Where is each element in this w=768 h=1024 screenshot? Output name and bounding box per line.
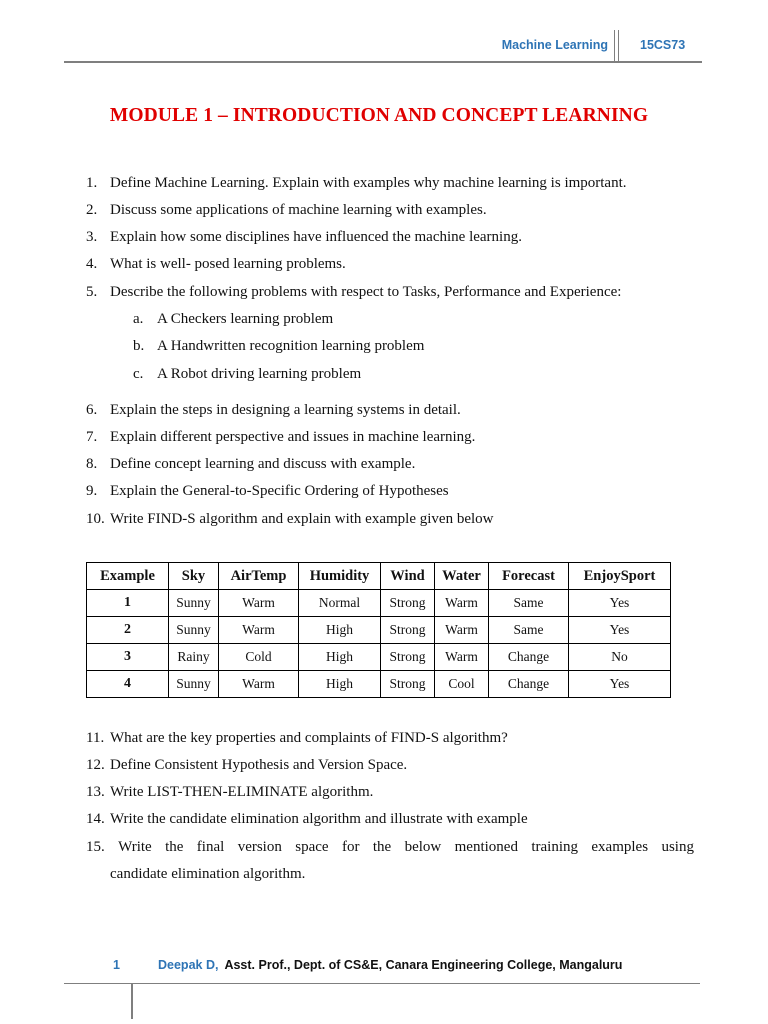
question-text: What are the key properties and complaints of FIND-S algorithm?: [110, 730, 508, 746]
header-subject: Machine Learning: [501, 38, 608, 52]
question-number: 4.: [86, 256, 98, 272]
table-header-water: Water: [435, 563, 489, 590]
footer-author-line: [158, 958, 622, 972]
question-15-word: the: [165, 839, 184, 855]
question-15-word: below: [404, 839, 442, 855]
table-header-humidity: Humidity: [299, 563, 381, 590]
question-9: [86, 482, 449, 500]
question-15-word: for: [341, 839, 360, 855]
sub-item-b: [133, 337, 424, 355]
question-number: 15.: [86, 839, 105, 855]
sub-item-text: A Handwritten recognition learning problem: [157, 338, 425, 354]
question-3: [86, 228, 522, 246]
header-course-code: 15CS73: [640, 38, 686, 52]
table-cell-sky: Rainy: [169, 644, 219, 671]
table-cell-water: Warm: [435, 617, 489, 644]
table-cell-wind: Strong: [381, 671, 435, 698]
question-text: Define Machine Learning. Explain with examples why machine learning is important.: [110, 175, 627, 191]
question-15-word: examples: [591, 839, 649, 855]
page-header: [0, 0, 768, 70]
table-row: [87, 671, 671, 698]
page-number: 1: [113, 958, 120, 972]
table-row: [87, 590, 671, 617]
question-15-word: using: [661, 839, 694, 855]
question-15-word: training: [531, 839, 578, 855]
sub-item-letter: b.: [133, 338, 145, 354]
question-text: Explain how some disciplines have influenced the machine learning.: [110, 229, 522, 245]
question-1: [86, 174, 627, 192]
table-cell-example: 2: [87, 617, 169, 644]
footer-affiliation: Asst. Prof., Dept. of CS&E, Canara Engineering College, Mangaluru: [224, 958, 623, 972]
training-examples-table: [86, 562, 671, 698]
header-divider: [614, 30, 615, 62]
question-15-line-1: [86, 838, 694, 856]
question-number: 10.: [86, 511, 105, 527]
footer-divider: [131, 983, 133, 1019]
table-cell-airtemp: Warm: [219, 671, 299, 698]
sub-item-text: A Robot driving learning problem: [157, 366, 362, 382]
question-6: [86, 401, 461, 419]
question-number: 5.: [86, 284, 98, 300]
table-cell-forecast: Change: [489, 644, 569, 671]
table-cell-example: 4: [87, 671, 169, 698]
question-15-word: space: [295, 839, 329, 855]
question-text: Explain the steps in designing a learning systems in detail.: [110, 402, 461, 418]
question-number: 14.: [86, 811, 105, 827]
table-cell-water: Warm: [435, 644, 489, 671]
question-number: 9.: [86, 483, 98, 499]
question-text: Write the candidate elimination algorithm and illustrate with example: [110, 811, 528, 827]
sub-item-letter: a.: [133, 311, 144, 327]
question-15-word: mentioned: [454, 839, 518, 855]
question-13: [86, 783, 373, 801]
table-header-sky: Sky: [169, 563, 219, 590]
table-cell-example: 3: [87, 644, 169, 671]
question-number: 8.: [86, 456, 98, 472]
question-text: Write FIND-S algorithm and explain with example given below: [110, 511, 494, 527]
table-cell-airtemp: Cold: [219, 644, 299, 671]
module-title: MODULE 1 – INTRODUCTION AND CONCEPT LEARNING: [109, 105, 649, 126]
table-cell-enjoysport: Yes: [569, 671, 671, 698]
question-number: 13.: [86, 784, 105, 800]
question-8: [86, 455, 415, 473]
question-text: Define concept learning and discuss with example.: [110, 456, 416, 472]
table-cell-sky: Sunny: [169, 590, 219, 617]
table-cell-wind: Strong: [381, 644, 435, 671]
sub-item-a: [133, 310, 333, 328]
footer-author: Deepak D,: [158, 958, 219, 972]
question-number: 1.: [86, 175, 98, 191]
table-header-wind: Wind: [381, 563, 435, 590]
table-cell-sky: Sunny: [169, 671, 219, 698]
table-cell-humidity: High: [299, 671, 381, 698]
question-number: 6.: [86, 402, 98, 418]
table-cell-enjoysport: Yes: [569, 590, 671, 617]
table-header-enjoysport: EnjoySport: [569, 563, 671, 590]
table-cell-airtemp: Warm: [219, 617, 299, 644]
table-cell-enjoysport: Yes: [569, 617, 671, 644]
header-divider-inner: [618, 30, 619, 62]
table-header-example: Example: [87, 563, 169, 590]
table-cell-forecast: Change: [489, 671, 569, 698]
table-cell-water: Warm: [435, 590, 489, 617]
question-15-word: the: [372, 839, 392, 855]
header-rule: [64, 61, 702, 63]
question-15-word: final: [196, 839, 225, 855]
question-2: [86, 201, 487, 219]
question-15: [86, 838, 694, 883]
question-15-word: Write: [118, 839, 152, 855]
table-cell-airtemp: Warm: [219, 590, 299, 617]
examples-table: [86, 562, 671, 698]
table-cell-wind: Strong: [381, 590, 435, 617]
question-4: [86, 255, 346, 273]
table-cell-example: 1: [87, 590, 169, 617]
table-cell-humidity: High: [299, 617, 381, 644]
question-10: [86, 510, 493, 528]
question-number: 2.: [86, 202, 98, 218]
question-text: Explain the General-to-Specific Ordering of Hypotheses: [110, 483, 449, 499]
table-cell-water: Cool: [435, 671, 489, 698]
table-header-airtemp: AirTemp: [219, 563, 299, 590]
question-text: Define Consistent Hypothesis and Version Space.: [110, 757, 408, 773]
question-text: Discuss some applications of machine learning with examples.: [110, 202, 487, 218]
table-cell-forecast: Same: [489, 590, 569, 617]
question-text: Describe the following problems with respect to Tasks, Performance and Experience:: [110, 284, 622, 300]
table-row: [87, 644, 671, 671]
question-11: [86, 729, 508, 747]
sub-item-text: A Checkers learning problem: [157, 311, 334, 327]
question-text: What is well- posed learning problems.: [110, 256, 346, 272]
table-cell-enjoysport: No: [569, 644, 671, 671]
table-cell-humidity: Normal: [299, 590, 381, 617]
sub-item-letter: c.: [133, 366, 144, 382]
question-5: [86, 283, 621, 301]
table-cell-wind: Strong: [381, 617, 435, 644]
question-number: 11.: [86, 730, 105, 746]
question-15-line-2: candidate elimination algorithm.: [110, 866, 306, 882]
question-text: Write LIST-THEN-ELIMINATE algorithm.: [110, 784, 374, 800]
question-7: [86, 428, 475, 446]
table-header-forecast: Forecast: [489, 563, 569, 590]
question-15-word: version: [237, 839, 282, 855]
footer-rule: [64, 983, 700, 984]
question-number: 3.: [86, 229, 98, 245]
table-cell-forecast: Same: [489, 617, 569, 644]
table-row: [87, 617, 671, 644]
table-cell-humidity: High: [299, 644, 381, 671]
table-cell-sky: Sunny: [169, 617, 219, 644]
question-number: 7.: [86, 429, 98, 445]
question-number: 12.: [86, 757, 105, 773]
question-text: Explain different perspective and issues in machine learning.: [110, 429, 476, 445]
question-12: [86, 756, 407, 774]
sub-item-c: [133, 365, 361, 383]
table-header-row: [87, 563, 671, 590]
question-14: [86, 810, 528, 828]
